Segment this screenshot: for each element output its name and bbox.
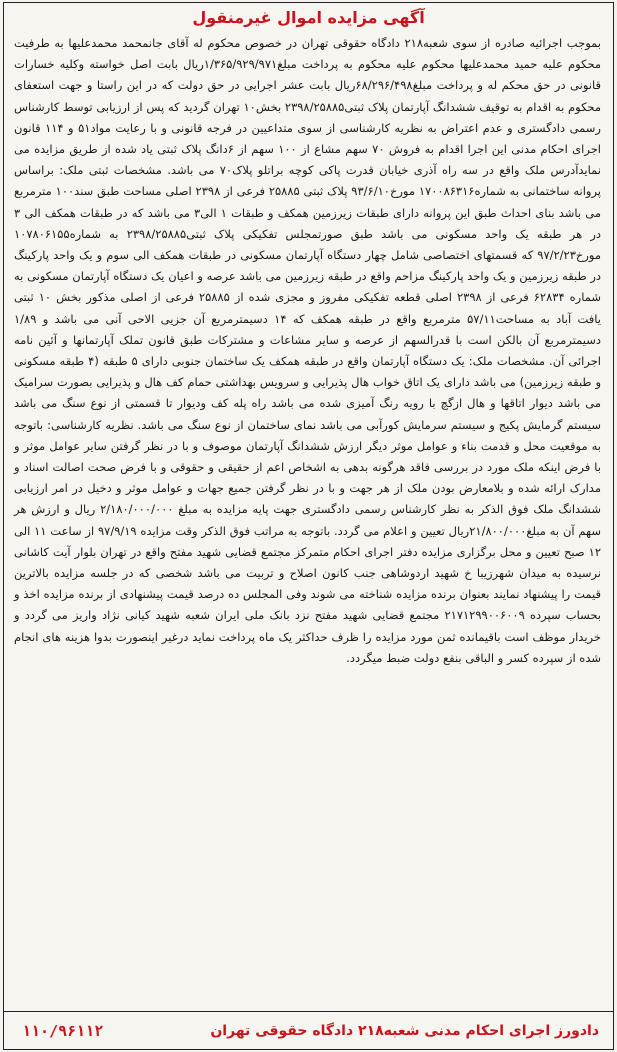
auction-notice — [3, 2, 614, 1050]
notice-footer — [4, 1011, 613, 1049]
footer-reference-code: ۱۱۰/۹۶۱۱۲ — [22, 1021, 104, 1040]
notice-body: بموجب اجرائیه صادره از سوی شعبه۲۱۸ دادگاه حقوقی تهران در خصوص محکوم له آقای جانمحمد محمدعلیها به طرفیت محکوم علیه حمید محمدعلیها محکوم علیه محکوم به پرداخت مبلغ۱/۳۶۵/۹۲۹/۹۷۱ریال بابت اصل خواسته وکلیه خسارات قانونی در حق محکم له و پرداخت مبلغ۶۸/۲۹۶/۴۹۸ریال بابت عشر اجرایی در حق دولت که در این راستا و جهت استعفای محکوم به اقدام به توقیف ششدانگ آپارتمان پلاک ثبتی۲۳۹۸/۲۵۸۸۵ بخش۱۰ تهران گردید که پس از ارزیابی توسط کارشناس رسمی دادگستری و عدم اعتراض به نظریه کارشناسی از سوی متداعیین در فرجه قانونی و با رعایت مواد۵۱ و ۱۱۴ قانون اجرای احکام مدنی این اجرا اقدام به فروش ۷۰ سهم مشاع از ۱۰۰ سهم از ۶دانگ پلاک ثبتی یاد شده از طریق مزایده می نمایدآدرس ملک واقع در سه راه آذری خیابان قدرت پاکی کوچه براتلو پلاک۷۰ می باشد. مشخصات ثبتی ملک: براساس پروانه ساختمانی به شماره۱۷۰۰۸۶۳۱۶ مورخ۹۳/۶/۱۰ پلاک ثبتی ۲۵۸۸۵ فرعی از ۲۳۹۸ اصلی مساحت طبق سند۱۰۰ مترمربع می باشد بنای احداث طبق این پروانه دارای طبقات زیرزمین همکف و طبقات ۱ الی۳ می باشد که در طبقات همکف الی ۳ در هر طبقه یک واحد مسکونی می باشد طبق صورتمجلس تفکیکی پلاک ثبتی۲۳۹۸/۲۵۸۸۵ به شماره۱۰۷۸۰۶۱۵۵ مورخ۹۷/۲/۲۳ که قسمتهای اختصاصی شامل چهار دستگاه آپارتمان مسکونی در طبقات همکف الی سوم و یک واحد پارکینگ در طبقه زیرزمین و یک واحد پارکینگ مزاحم واقع در طبقه زیرزمین می باشد عرصه و اعیان یک دستگاه آپارتمان مسکونی به شماره ۶۲۸۳۴ فرعی از ۲۳۹۸ اصلی قطعه تفکیکی مفروز و مجزی شده از ۲۵۸۸۵ فرعی از اصلی مذکور بخش ۱۰ ثبتی یافت آباد به مساحت۵۷/۱۱ مترمربع واقع در طبقه همکف که ۱۴ دسیمترمربع آن جزیی الاحی آنی می باشد و ۱/۸۹ دسیمترمربع آن بالکن است با قدرالسهم از عرصه و سایر مشاعات و مشترکات طبق قانون تملک آپارتمانها و آئین نامه اجرائی آن. مشخصات ملک: یک دستگاه آپارتمان واقع در طبقه همکف یک ساختمان جنوبی دارای ۵ طبقه (۴ طبقه مسکونی و طبقه زیرزمین) می باشد دارای یک اتاق خواب هال پذیرایی و سرویس بهداشتی حمام کف هال و پذیرایی بصورت سرامیک می باشد دیوار اتاقها و هال ازگچ با رویه رنگ آمیزی شده می باشد راه پله کف ودیوار تا قسمتی از نوع سنگ می باشد سیستم گرمایش پکیج و سیستم سرمایش کورآبی می باشد نمای ساختمان از نوع سنگ می باشد. نظریه کارشناسی: باتوجه به موقعیت محل و قدمت بناء و عوامل موثر دیگر ارزش ششدانگ آپارتمان موصوف و با در نظر گرفتن سایر عوامل موثر و با فرض اینکه ملک مورد در بررسی فاقد هرگونه بدهی به اشخاص اعم از حقیقی و حقوقی و با فرض صحت اصالت اسناد و مدارک ارائه شده و بلامعارض بودن ملک از هر جهت و با در نظر گرفتن جمیع جهات و عوامل موثر و دخیل در امر ارزیابی ششدانگ ملک فوق الذکر به نظر کارشناس رسمی دادگستری جهت پایه مزایده به مبلغ ۲/۱۸۰/۰۰۰/۰۰۰ ریال و ارزش هر سهم آن به مبلغ۲۱/۸۰۰/۰۰۰ریال تعیین و اعلام می گردد. باتوجه به مراتب فوق الذکر وقت مزایده ۹۷/۹/۱۹ از ساعت ۱۱ الی ۱۲ صبح تعیین و محل برگزاری مزایده دفتر اجرای احکام متمرکز مجتمع قضایی شهید مفتح واقع در تهران بلوار آیت کاشانی نرسیده به میدان شهرزیبا خ شهید اردوشاهی جنب کانون اصلاح و تربیت می باشد شخصی که در جلسه مزایده بالاترین قیمت را پیشنهاد نمایند بعنوان برنده مزایده شناخته می شوند وفی المجلس ده درصد قیمت پیشنهادی از برنده مزایده اخذ و بحساب سپرده ۲۱۷۱۲۹۹۰۰۶۰۰۹ مجتمع قضایی شهید مفتح نزد بانک ملی ایران شعبه شهید کیانی نژاد واریز می گردد و خریدار موظف است باقیمانده ثمن مورد مزایده را ظرف حداکثر یک ماه پرداخت نماید درغیر اینصورت بدوا هزینه های انجام شده از سپرده کسر و الباقی بنفع دولت ضبط میگردد. — [14, 36, 602, 665]
footer-signature: دادورز اجرای احکام مدنی شعبه۲۱۸ دادگاه حقوقی تهران — [210, 1022, 599, 1039]
notice-title: آگهی مزایده اموال غیرمنقول — [192, 8, 425, 27]
